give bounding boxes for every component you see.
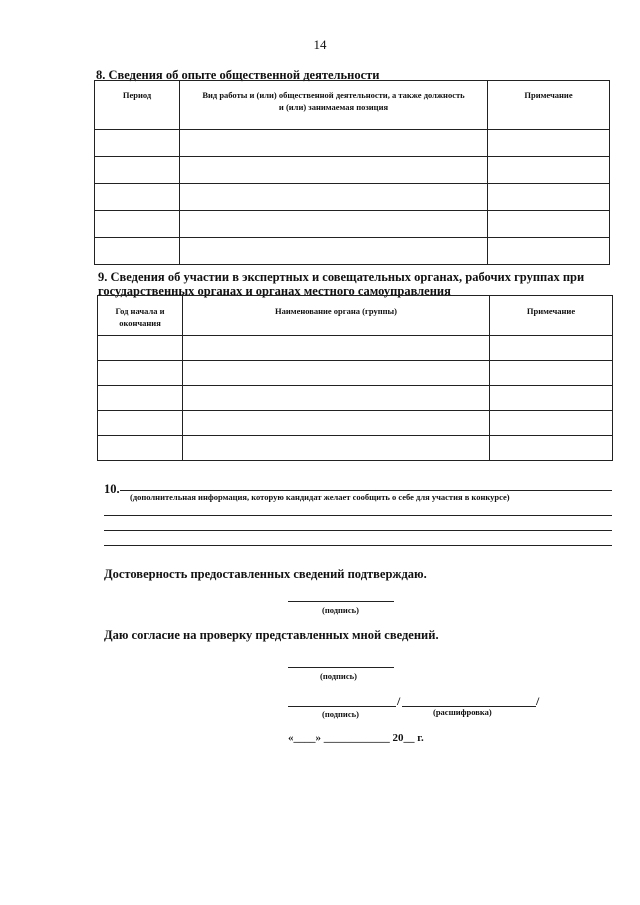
table-row [95,238,610,265]
section-10-line-4[interactable] [104,545,612,546]
section-10-caption: (дополнительная информация, которую кандидат желает сообщить о себе для участия в конкурсе) [130,492,510,502]
header-years: Год начала и окончания [98,296,183,336]
cell-period[interactable] [95,184,180,211]
cell-note[interactable] [490,436,613,461]
cell-body-name[interactable] [183,361,490,386]
cell-note[interactable] [488,130,610,157]
confirmation-signature-line[interactable] [288,601,394,602]
cell-activity[interactable] [180,238,488,265]
table-row [98,336,613,361]
table-row [98,386,613,411]
section-9-title-line-2: государственных органах и органах местного самоуправления [98,284,451,298]
confirmation-statement: Достоверность предоставленных сведений подтверждаю. [104,567,427,581]
consent-signature-line[interactable] [288,667,394,668]
signature-line[interactable] [288,706,396,707]
cell-note[interactable] [488,157,610,184]
section-10-line-3[interactable] [104,530,612,531]
confirmation-signature-caption: (подпись) [322,605,359,615]
section-10-line-2[interactable] [104,515,612,516]
table-row [98,411,613,436]
table-row [95,211,610,238]
slash-separator-end: / [536,694,540,708]
cell-activity[interactable] [180,130,488,157]
section-8-title: 8. Сведения об опыте общественной деятельности [96,68,380,82]
table-row [98,436,613,461]
cell-years[interactable] [98,336,183,361]
header-note: Примечание [490,296,613,336]
slash-separator: / [397,694,401,708]
cell-period[interactable] [95,157,180,184]
header-note: Примечание [488,81,610,130]
table-header-row [95,81,610,130]
cell-body-name[interactable] [183,411,490,436]
cell-period[interactable] [95,211,180,238]
signature-caption: (подпись) [322,709,359,719]
cell-activity[interactable] [180,211,488,238]
cell-years[interactable] [98,361,183,386]
cell-note[interactable] [490,411,613,436]
cell-note[interactable] [490,361,613,386]
cell-note[interactable] [488,238,610,265]
header-body-name: Наименование органа (группы) [183,296,490,336]
section-10-number: 10. [104,482,120,496]
header-period: Период [95,81,180,130]
section-10-line-1[interactable] [120,490,612,491]
cell-body-name[interactable] [183,386,490,411]
cell-period[interactable] [95,130,180,157]
consent-statement: Даю согласие на проверку представленных мной сведений. [104,628,439,642]
cell-period[interactable] [95,238,180,265]
cell-years[interactable] [98,436,183,461]
cell-activity[interactable] [180,157,488,184]
table-row [95,184,610,211]
section-9-title-line-1: 9. Сведения об участии в экспертных и совещательных органах, рабочих группах при [98,270,585,284]
header-activity-type: Вид работы и (или) общественной деятельности, а также должность и (или) занимаемая позиция [180,81,488,130]
page-number: 14 [313,37,327,52]
cell-note[interactable] [488,211,610,238]
cell-body-name[interactable] [183,436,490,461]
table-header-row [98,296,613,336]
table-row [95,157,610,184]
section-9-table [97,295,613,461]
table-row [98,361,613,386]
cell-years[interactable] [98,386,183,411]
cell-activity[interactable] [180,184,488,211]
section-8-table [94,80,610,265]
date-line[interactable]: «____» ____________ 20__ г. [288,732,424,744]
cell-note[interactable] [490,386,613,411]
cell-body-name[interactable] [183,336,490,361]
cell-years[interactable] [98,411,183,436]
consent-signature-caption: (подпись) [320,671,357,681]
section-9-title [98,270,613,298]
table-row [95,130,610,157]
cell-note[interactable] [488,184,610,211]
cell-note[interactable] [490,336,613,361]
decoding-caption: (расшифровка) [433,707,492,717]
